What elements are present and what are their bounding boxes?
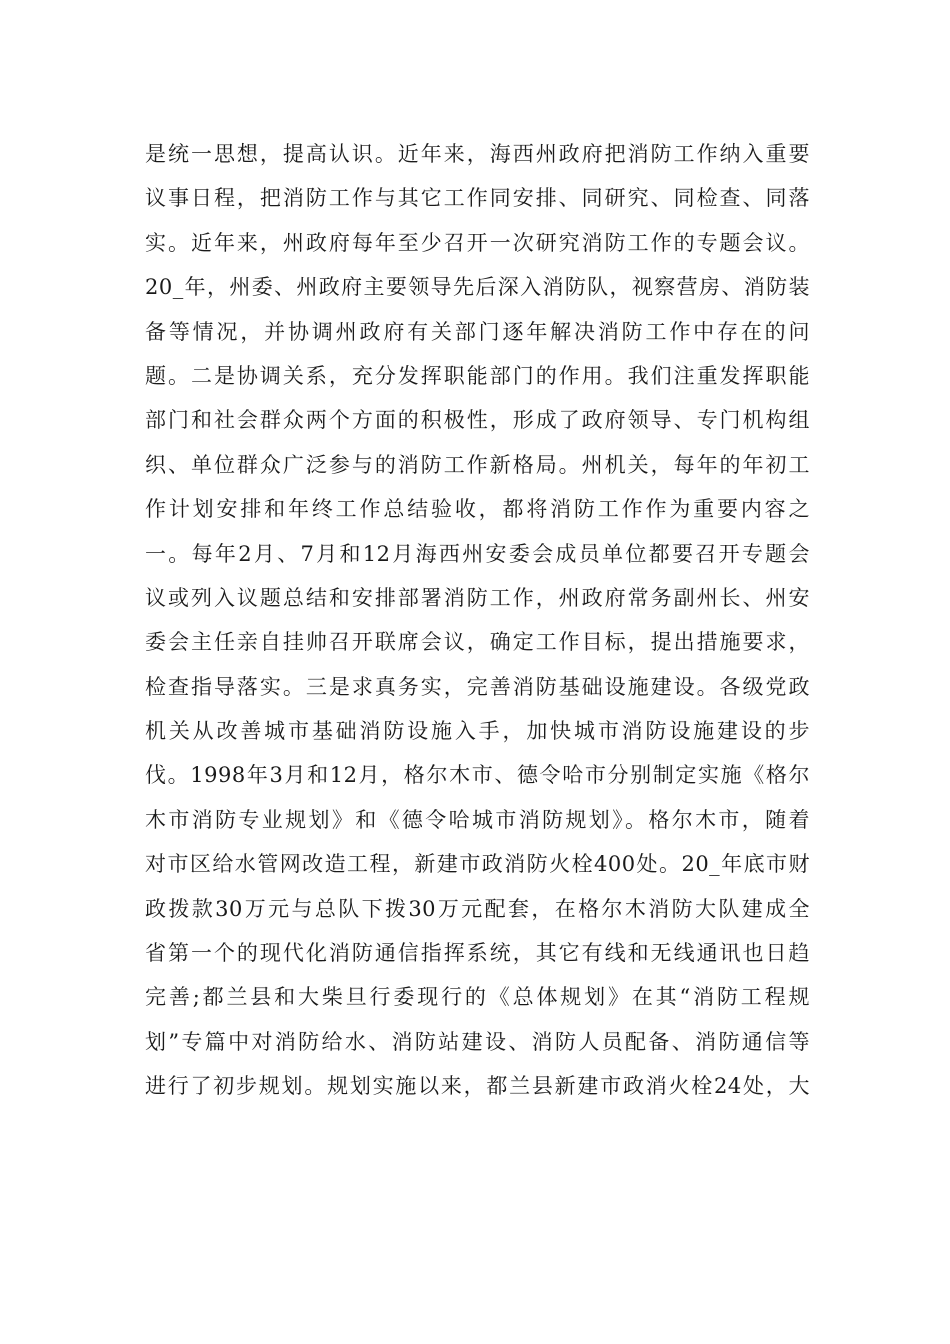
- text-line-22: 进行了初步规划。规划实施以来，都兰县新建市政消火栓24处，大: [145, 1074, 810, 1099]
- text-line-19: 省第一个的现代化消防通信指挥系统，其它有线和无线通讯也日趋: [145, 941, 810, 966]
- text-line-10: 一。每年2月、7月和12月海西州安委会成员单位都要召开专题会: [145, 541, 810, 566]
- text-line-6: 题。二是协调关系，充分发挥职能部门的作用。我们注重发挥职能: [145, 363, 810, 388]
- document-body: [145, 132, 810, 1109]
- text-line-2: 议事日程，把消防工作与其它工作同安排、同研究、同检查、同落: [145, 186, 810, 211]
- text-line-11: 议或列入议题总结和安排部署消防工作，州政府常务副州长、州安: [145, 585, 810, 610]
- text-line-16: 木市消防专业规划》和《德令哈城市消防规划》。格尔木市，随着: [145, 807, 810, 832]
- text-line-4: 20_年，州委、州政府主要领导先后深入消防队，视察营房、消防装: [145, 275, 810, 300]
- text-line-21: 划”专篇中对消防给水、消防站建设、消防人员配备、消防通信等: [145, 1029, 810, 1054]
- text-line-8: 织、单位群众广泛参与的消防工作新格局。州机关，每年的年初工: [145, 452, 810, 477]
- text-line-14: 机关从改善城市基础消防设施入手，加快城市消防设施建设的步: [145, 719, 810, 744]
- text-line-12: 委会主任亲自挂帅召开联席会议，确定工作目标，提出措施要求，: [145, 630, 810, 655]
- text-line-13: 检查指导落实。三是求真务实，完善消防基础设施建设。各级党政: [145, 674, 810, 699]
- text-line-3: 实。近年来，州政府每年至少召开一次研究消防工作的专题会议。: [145, 230, 810, 255]
- text-line-5: 备等情况，并协调州政府有关部门逐年解决消防工作中存在的问: [145, 319, 810, 344]
- text-line-7: 部门和社会群众两个方面的积极性，形成了政府领导、专门机构组: [145, 408, 810, 433]
- text-line-17: 对市区给水管网改造工程，新建市政消防火栓400处。20_年底市财: [145, 852, 810, 877]
- text-line-20: 完善;都兰县和大柴旦行委现行的《总体规划》在其“消防工程规: [145, 985, 810, 1010]
- text-line-15: 伐。1998年3月和12月，格尔木市、德令哈市分别制定实施《格尔: [145, 763, 810, 788]
- text-line-18: 政拨款30万元与总队下拨30万元配套，在格尔木消防大队建成全: [145, 896, 810, 921]
- text-line-1: 是统一思想，提高认识。近年来，海西州政府把消防工作纳入重要: [145, 142, 810, 166]
- text-line-9: 作计划安排和年终工作总结验收，都将消防工作作为重要内容之: [145, 497, 810, 522]
